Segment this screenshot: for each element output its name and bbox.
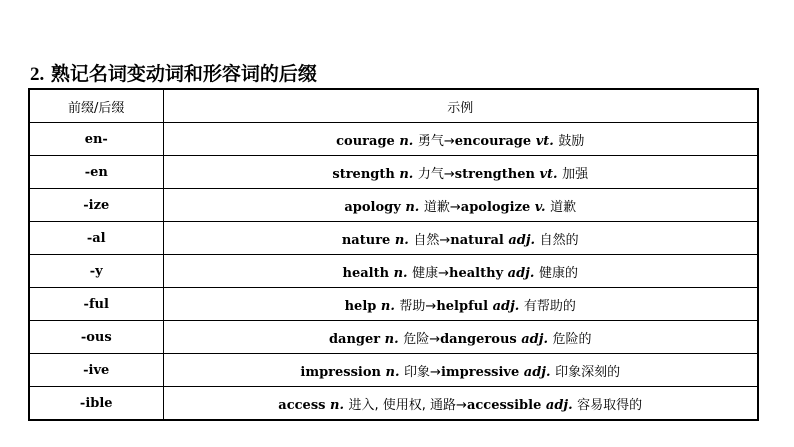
base-pos: n. [399,166,414,182]
base-pos: n. [385,364,400,380]
affix-cell: en- [29,123,163,156]
base-word: impression [300,364,381,380]
base-meaning: 印象→ [404,364,441,380]
base-pos: n. [405,199,420,215]
base-pos: n. [393,265,408,281]
affix-cell: -ize [29,189,163,222]
table-row [29,288,758,321]
example-cell [163,156,758,189]
derived-word: helpful [436,298,489,314]
base-word: strength [332,166,395,182]
derived-pos: adj. [492,298,520,314]
base-word: nature [341,232,391,248]
table-row [29,156,758,189]
base-pos: n. [330,397,344,413]
table-header-row [29,89,758,123]
example-cell [163,189,758,222]
affix-cell: -al [29,222,163,255]
base-word: courage [336,133,395,149]
affix-cell: -y [29,255,163,288]
affix-cell: -ive [29,354,163,387]
derived-word: impressive [440,364,520,380]
table-row [29,354,758,387]
base-meaning: 勇气→ [417,133,455,149]
derived-meaning: 自然的 [539,232,579,248]
header-example: 示例 [163,89,758,123]
derived-meaning: 鼓励 [558,133,585,149]
affix-cell: -en [29,156,163,189]
base-meaning: 帮助→ [399,298,437,314]
derived-meaning: 印象深刻的 [555,364,621,380]
derived-pos: adj. [523,364,551,380]
derived-meaning: 危险的 [552,331,592,347]
derived-pos: v. [534,199,546,215]
table-row [29,321,758,354]
table-row [29,255,758,288]
base-meaning: 进入, 使用权, 通路→ [348,397,467,413]
derived-pos: adj. [521,331,548,347]
derived-word: apologize [460,199,531,215]
base-word: danger [328,331,381,347]
base-pos: n. [380,298,395,314]
example-cell [163,123,758,156]
section-title: 熟记名词变动词和形容词的后缀 [50,63,317,85]
base-meaning: 自然→ [413,232,451,248]
derived-meaning: 有帮助的 [523,298,576,314]
base-word: health [342,265,390,281]
derived-meaning: 容易取得的 [577,397,643,413]
suffix-table [28,88,759,421]
base-word: apology [344,199,401,215]
derived-pos: vt. [535,133,554,149]
derived-word: strengthen [454,166,535,182]
table-row [29,222,758,255]
affix-cell: -ible [29,387,163,421]
derived-pos: adj. [507,265,535,281]
affix-cell: -ful [29,288,163,321]
table-row [29,189,758,222]
derived-pos: vt. [539,166,558,182]
derived-word: healthy [449,265,504,281]
example-cell [163,255,758,288]
derived-meaning: 加强 [562,166,589,182]
base-meaning: 道歉→ [423,199,461,215]
example-cell [163,321,758,354]
table-row [29,387,758,421]
affix-cell: -ous [29,321,163,354]
base-word: access [278,397,326,413]
base-pos: n. [384,331,399,347]
header-affix: 前缀/后缀 [29,89,163,123]
derived-pos: adj. [545,397,573,413]
section-number: 2. [30,64,45,85]
derived-word: accessible [466,397,542,413]
base-meaning: 力气→ [417,166,455,182]
example-cell [163,288,758,321]
section-heading [30,59,317,86]
base-word: help [344,298,377,314]
example-cell [163,387,758,421]
derived-word: encourage [454,133,532,149]
base-pos: n. [394,232,409,248]
derived-pos: adj. [508,232,536,248]
example-cell [163,222,758,255]
derived-meaning: 健康的 [538,265,578,281]
derived-word: dangerous [440,331,517,347]
base-pos: n. [399,133,414,149]
example-cell [163,354,758,387]
table-row [29,123,758,156]
derived-meaning: 道歉 [550,199,577,215]
base-meaning: 危险→ [403,331,441,347]
base-meaning: 健康→ [412,265,450,281]
derived-word: natural [450,232,504,248]
